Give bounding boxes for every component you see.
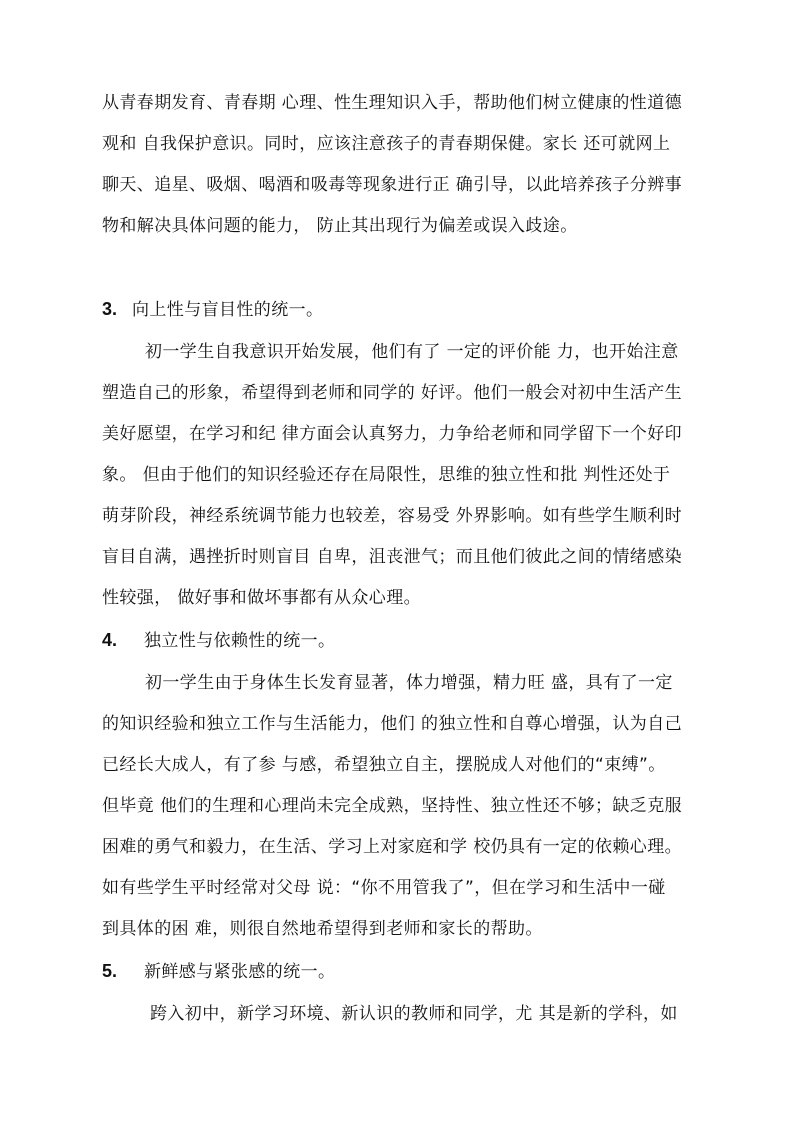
section-number: 4. (102, 630, 118, 650)
section-heading (102, 628, 335, 653)
paragraph-line: 的知识经验和独立工作与生活能力，他们 的独立性和自尊心增强，认为自己 (102, 714, 683, 734)
paragraph-line: 聊天、追星、吸烟、喝酒和吸毒等现象进行正 确引导，以此培养孩子分辨事 (102, 175, 683, 195)
paragraph-line: 初一学生自我意识开始发展，他们有了 一定的评价能 力，也开始注意 (145, 342, 679, 362)
paragraph-line: 跨入初中，新学习环境、新认识的教师和同学，尤 其是新的学科，如 (150, 1004, 678, 1024)
section-title: 新鲜感与紧张感的统一。 (144, 962, 336, 982)
section-heading (102, 297, 323, 322)
section-title: 独立性与依赖性的统一。 (144, 631, 336, 651)
section-number: 5. (102, 961, 118, 981)
paragraph-line: 观和 自我保护意识。同时，应该注意孩子的青春期保健。家长 还可就网上 (102, 134, 671, 154)
paragraph-line: 物和解决具体问题的能力， 防止其出现行为偏差或误入歧途。 (102, 216, 578, 236)
paragraph-line: 困难的勇气和毅力，在生活、学习上对家庭和学 校仍具有一定的依赖心理。 (102, 837, 683, 857)
paragraph-line: 萌芽阶段，神经系统调节能力也较差，容易受 外界影响。如有些学生顺利时 (102, 506, 683, 526)
paragraph-line: 塑造自己的形象，希望得到老师和同学的 好评。他们一般会对初中生活产生 (102, 383, 683, 403)
paragraph-line: 如有些学生平时经常对父母 说：“你不用管我了”，但在学习和生活中一碰 (102, 878, 666, 898)
paragraph-line: 已经长大成人，有了参 与感，希望独立自主，摆脱成人对他们的“束缚”。 (102, 755, 666, 775)
section-heading (102, 959, 335, 984)
section-number: 3. (102, 299, 118, 319)
paragraph-line: 但毕竟 他们的生理和心理尚未完全成熟，坚持性、独立性还不够；缺乏克服 (102, 796, 683, 816)
paragraph-line: 盲目自满，遇挫折时则盲目 自卑，沮丧泄气；而且他们彼此之间的情绪感染 (102, 547, 683, 567)
section-title: 向上性与盲目性的统一。 (132, 300, 324, 320)
paragraph-line: 象。 但由于他们的知识经验还存在局限性，思维的独立性和批 判性还处于 (102, 465, 671, 485)
paragraph-line: 到具体的困 难，则很自然地希望得到老师和家长的帮助。 (102, 919, 543, 939)
paragraph-line: 从青春期发育、青春期 心理、性生理知识入手，帮助他们树立健康的性道德 (102, 93, 683, 113)
paragraph-line: 美好愿望，在学习和纪 律方面会认真努力，力争给老师和同学留下一个好印 (102, 424, 683, 444)
paragraph-line: 初一学生由于身体生长发育显著，体力增强，精力旺 盛，具有了一定 (145, 673, 673, 693)
paragraph-line: 性较强， 做好事和做坏事都有从众心理。 (102, 588, 422, 608)
